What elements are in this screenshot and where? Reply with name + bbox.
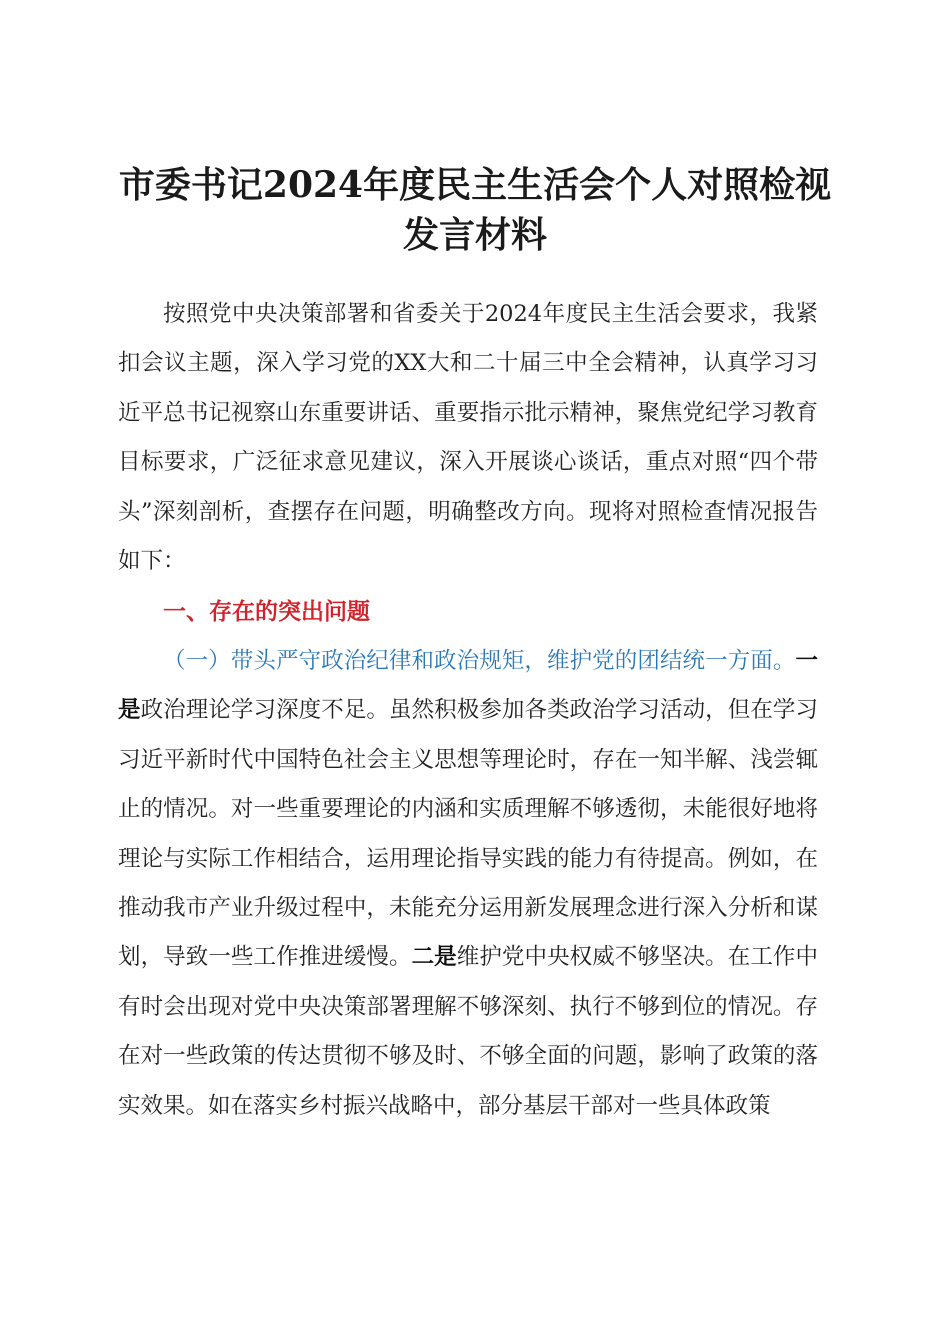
point-text-1: 政治理论学习深度不足。虽然积极参加各类政治学习活动，但在学习习近平新时代中国特色社会主义思想等理论时，存在一知半解、浅尝辄止的情况。对一些重要理论的内涵和实质理解不够透彻，未能很好地将理论与实际工作相结合，运用理论指导实践的能力有待提高。例如，在推动我市产业升级过程中，未能充分运用新发展理念进行深入分析和谋划，导致一些工作推进缓慢。 <box>118 697 818 971</box>
subsection-heading: （一）带头严守政治纪律和政治规矩，维护党的团结统一方面。 <box>163 648 796 674</box>
point-lead-2: 二是 <box>411 944 457 971</box>
point-text-2: 维护党中央权威不够坚决。在工作中有时会出现对党中央决策部署理解不够深刻、执行不够到位的情况。存在对一些政策的传达贯彻不够及时、不够全面的问题，影响了政策的落实效果。如在落实乡村振兴战略中，部分基层干部对一些具体政策 <box>118 944 818 1119</box>
document-title: 市委书记2024年度民主生活会个人对照检视发言材料 <box>118 164 832 256</box>
problem-paragraph <box>118 637 818 1131</box>
section-heading-problems: 一、存在的突出问题 <box>163 599 370 625</box>
intro-paragraph: 按照党中央决策部署和省委关于2024年度民主生活会要求，我紧扣会议主题，深入学习党的XX大和二十届三中全会精神，认真学习习近平总书记视察山东重要讲话、重要指示批示精神，聚焦党纪学习教育目标要求，广泛征求意见建议，深入开展谈心谈话，重点对照“四个带头”深刻剖析，查摆存在问题，明确整改方向。现将对照检查情况报告如下： <box>118 301 818 575</box>
point-lead-1: 一是 <box>118 648 818 724</box>
